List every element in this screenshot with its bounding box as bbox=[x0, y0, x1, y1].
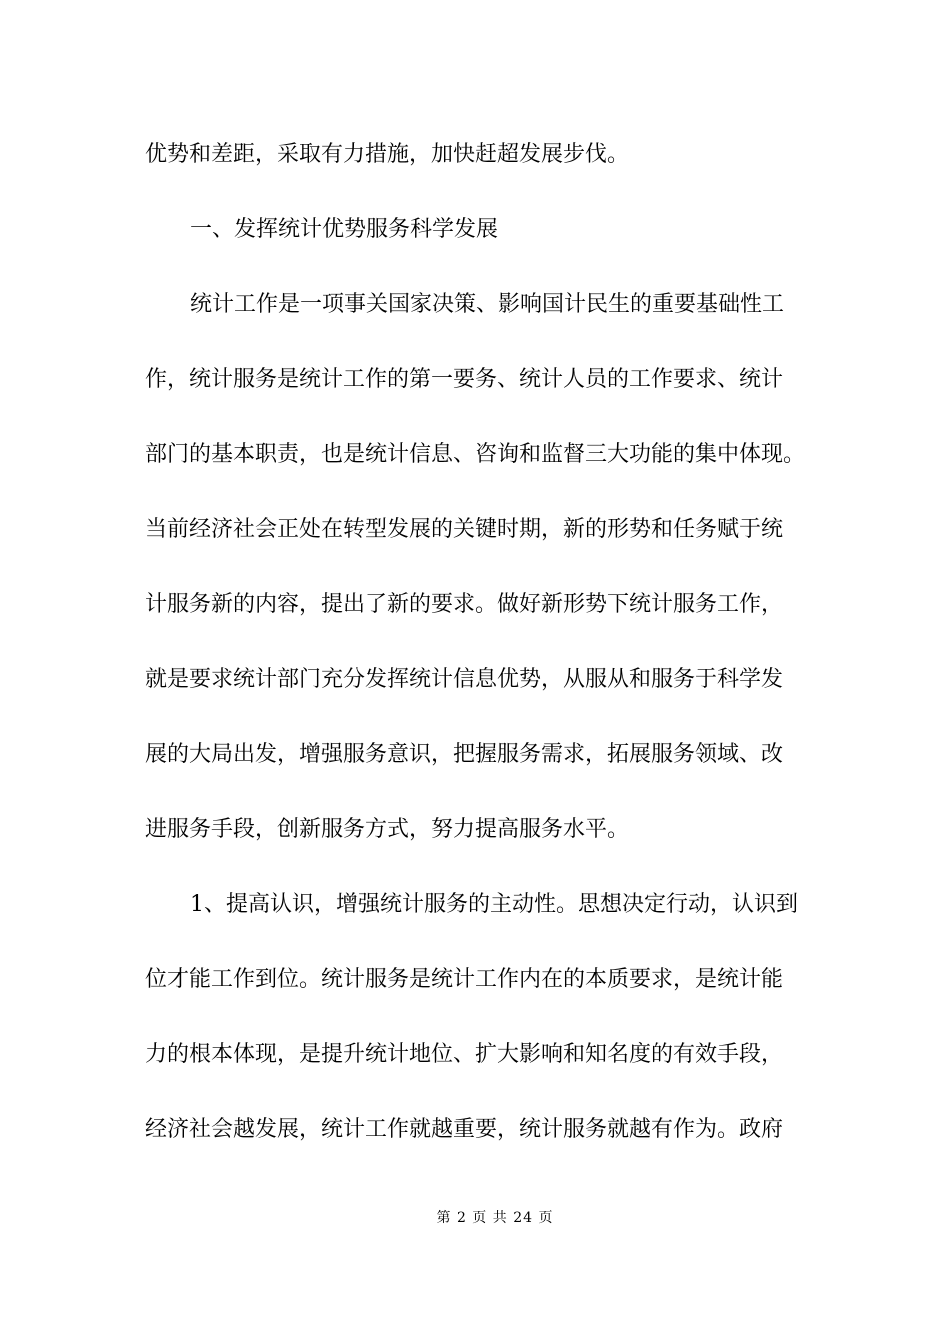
paragraph-line: 当前经济社会正处在转型发展的关键时期，新的形势和任务赋于统 bbox=[145, 517, 784, 542]
paragraph-line: 展的大局出发，增强服务意识，把握服务需求，拓展服务领域、改 bbox=[145, 742, 784, 767]
paragraph-line: 部门的基本职责，也是统计信息、咨询和监督三大功能的集中体现。 bbox=[145, 442, 806, 467]
paragraph-line: 位才能工作到位。统计服务是统计工作内在的本质要求，是统计能 bbox=[145, 967, 784, 992]
paragraph-line: 作，统计服务是统计工作的第一要务、统计人员的工作要求、统计 bbox=[145, 367, 784, 392]
paragraph-line: 经济社会越发展，统计工作就越重要，统计服务就越有作为。政府 bbox=[145, 1117, 784, 1142]
paragraph-line: 力的根本体现，是提升统计地位、扩大影响和知名度的有效手段， bbox=[145, 1042, 784, 1067]
paragraph-line: 1、提高认识，增强统计服务的主动性。思想决定行动，认识到 bbox=[190, 892, 798, 917]
section-heading: 一、发挥统计优势服务科学发展 bbox=[190, 217, 499, 242]
paragraph-line: 就是要求统计部门充分发挥统计信息优势，从服从和服务于科学发 bbox=[145, 667, 784, 692]
paragraph-line: 计服务新的内容，提出了新的要求。做好新形势下统计服务工作， bbox=[145, 592, 784, 617]
page-number-footer: 第 2 页 共 24 页 bbox=[436, 1210, 554, 1226]
paragraph-line: 进服务手段，创新服务方式，努力提高服务水平。 bbox=[145, 817, 630, 842]
paragraph-line: 优势和差距，采取有力措施，加快赶超发展步伐。 bbox=[145, 142, 630, 167]
paragraph-line: 统计工作是一项事关国家决策、影响国计民生的重要基础性工 bbox=[190, 292, 785, 317]
